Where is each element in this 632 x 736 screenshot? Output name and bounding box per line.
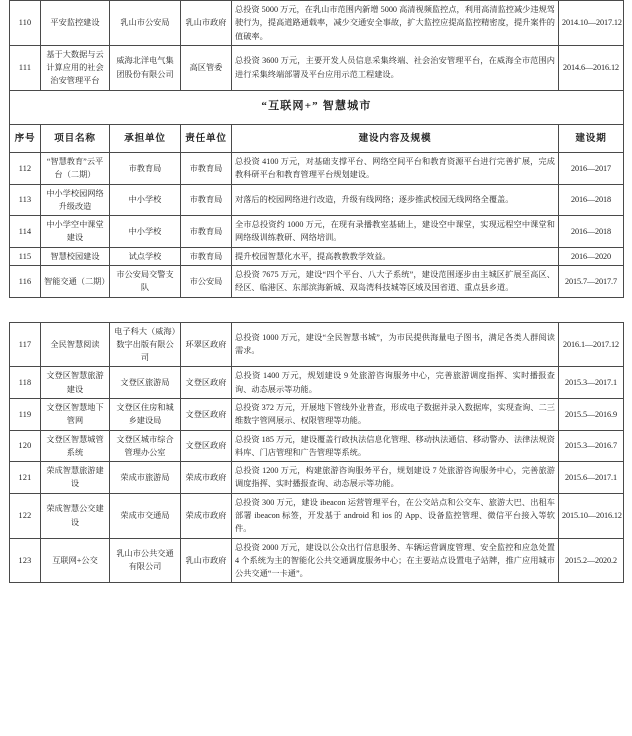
row-description: 对落后的校园网络进行改造，升级有线网络；逐步推武校园无线网络全覆盖。	[232, 184, 559, 216]
row-undertaker: 文登区城市综合管理办公室	[110, 430, 181, 462]
row-seq: 116	[10, 266, 41, 298]
row-undertaker: 威海北洋电气集团股份有限公司	[110, 45, 181, 90]
table-row	[10, 430, 624, 462]
table-row	[10, 322, 624, 367]
column-header-name: 项目名称	[41, 124, 110, 153]
projects-table-bottom	[9, 322, 624, 584]
row-description: 总投资 372 万元，开展地下管线外业普查，形成电子数据并录入数据库，实现查询、二三维数字管网展示、权限管理等功能。	[232, 398, 559, 430]
row-description: 总投资 1200 万元，构建旅游咨询服务平台，规划建设 7 处旅游咨询服务中心，完善旅游调度指挥、实时播报查询、动态展示等功能。	[232, 462, 559, 494]
table-row	[10, 184, 624, 216]
row-description: 总投资 2000 万元，建设以公众出行信息服务、车辆运营调度管理、安全监控和应急处置 4 个系统为主的智能化公共交通调度服务中心；在主要站点设置电子站牌，推广应用城市公共交通“一卡通”。	[232, 538, 559, 583]
row-undertaker: 荣成市交通局	[110, 493, 181, 538]
row-period: 2016—2018	[559, 184, 624, 216]
row-project-name: 中小学空中课堂建设	[41, 216, 110, 248]
row-responsible: 荣成市政府	[181, 493, 232, 538]
table-row	[10, 247, 624, 265]
row-seq: 120	[10, 430, 41, 462]
row-undertaker: 乳山市公安局	[110, 1, 181, 46]
row-project-name: 全民智慧阅读	[41, 322, 110, 367]
table-row	[10, 266, 624, 298]
row-project-name: 基于大数据与云计算应用的社会治安管理平台	[41, 45, 110, 90]
row-undertaker: 文登区住房和城乡建设局	[110, 398, 181, 430]
row-period: 2015.7—2017.7	[559, 266, 624, 298]
column-header-description: 建设内容及规模	[232, 124, 559, 153]
row-responsible: 市公安局	[181, 266, 232, 298]
table-header-row	[10, 124, 624, 153]
row-project-name: 智慧校园建设	[41, 247, 110, 265]
row-project-name: 平安监控建设	[41, 1, 110, 46]
page-break-gap	[9, 298, 623, 322]
table-row	[10, 398, 624, 430]
row-responsible: 市教育局	[181, 153, 232, 185]
row-project-name: 智能交通（二期）	[41, 266, 110, 298]
projects-table-top	[9, 0, 624, 298]
row-period: 2015.6—2017.1	[559, 462, 624, 494]
table-row	[10, 367, 624, 399]
row-description: 总投资 1400 万元，规划建设 9 处旅游咨询服务中心，完善旅游调度指挥、实时播报查询、动态展示等功能。	[232, 367, 559, 399]
row-responsible: 环翠区政府	[181, 322, 232, 367]
row-undertaker: 中小学校	[110, 184, 181, 216]
row-period: 2015.5—2016.9	[559, 398, 624, 430]
column-header-undertaker: 承担单位	[110, 124, 181, 153]
row-responsible: 市教育局	[181, 216, 232, 248]
row-seq: 112	[10, 153, 41, 185]
row-description: 总投资 185 万元，建设覆盖行政执法信息化管理、移动执法通信、移动警办、法律法规资料库、门店管理和广告管理等系统。	[232, 430, 559, 462]
row-description: 总投资 1000 万元，建设“全民智慧书城”，为市民提供海量电子图书，满足各类人群阅读需求。	[232, 322, 559, 367]
row-period: 2015.10—2016.12	[559, 493, 624, 538]
row-seq: 113	[10, 184, 41, 216]
row-seq: 119	[10, 398, 41, 430]
row-responsible: 荣成市政府	[181, 462, 232, 494]
row-project-name: 荣成智慧公交建设	[41, 493, 110, 538]
row-undertaker: 试点学校	[110, 247, 181, 265]
row-seq: 110	[10, 1, 41, 46]
row-period: 2015.3—2016.7	[559, 430, 624, 462]
table-row	[10, 538, 624, 583]
row-responsible: 市教育局	[181, 184, 232, 216]
row-period: 2016—2020	[559, 247, 624, 265]
row-period: 2016—2018	[559, 216, 624, 248]
row-undertaker: 乳山市公共交通有限公司	[110, 538, 181, 583]
table-row	[10, 153, 624, 185]
row-undertaker: 荣成市旅游局	[110, 462, 181, 494]
row-responsible: 文登区政府	[181, 430, 232, 462]
table-row	[10, 1, 624, 46]
row-description: 全市总投资约 1000 万元，在现有录播教室基础上，建设空中课堂，实现远程空中课堂和网络级训练教研、网络培训。	[232, 216, 559, 248]
table-row	[10, 493, 624, 538]
row-period: 2016—2017	[559, 153, 624, 185]
row-project-name: 文登区智慧地下管网	[41, 398, 110, 430]
row-project-name: 中小学校园网络升级改造	[41, 184, 110, 216]
row-description: 总投资 300 万元，建设 ibeacon 运营管理平台，在公交站点和公交车、旅游大巴、出租车部署 ibeacon 标签，开发基于 android 和 ios 的 App、设备监控管理、微信平台接入等软件。	[232, 493, 559, 538]
row-seq: 122	[10, 493, 41, 538]
row-seq: 117	[10, 322, 41, 367]
section-title-row	[10, 90, 624, 124]
row-responsible: 市教育局	[181, 247, 232, 265]
row-period: 2014.6—2016.12	[559, 45, 624, 90]
row-seq: 121	[10, 462, 41, 494]
row-responsible: 高区管委	[181, 45, 232, 90]
row-project-name: “智慧教育”云平台（二期）	[41, 153, 110, 185]
column-header-seq: 序号	[10, 124, 41, 153]
row-project-name: 文登区智慧旅游建设	[41, 367, 110, 399]
row-period: 2015.2—2020.2	[559, 538, 624, 583]
row-responsible: 文登区政府	[181, 367, 232, 399]
row-undertaker: 文登区旅游局	[110, 367, 181, 399]
row-period: 2014.10—2017.12	[559, 1, 624, 46]
table-row	[10, 45, 624, 90]
section-title: “互联网+” 智慧城市	[10, 90, 624, 124]
row-description: 总投资 3600 万元，主要开发人员信息采集终端、社会治安管理平台，在威海全市范围内进行采集终端部署及平台应用示范工程建设。	[232, 45, 559, 90]
row-seq: 111	[10, 45, 41, 90]
row-project-name: 荣成智慧旅游建设	[41, 462, 110, 494]
row-seq: 115	[10, 247, 41, 265]
row-responsible: 乳山市政府	[181, 538, 232, 583]
row-description: 总投资 5000 万元，在乳山市范围内新增 5000 高清视频监控点，利用高清监控减少违规驾驶行为，提高道路通载率，减少交通安全事故，扩大监控应提高监控精密度，提升案件的值破率。	[232, 1, 559, 46]
row-undertaker: 电子科大（威海）数字出版有限公司	[110, 322, 181, 367]
row-undertaker: 中小学校	[110, 216, 181, 248]
row-seq: 114	[10, 216, 41, 248]
row-description: 总投资 4100 万元，对基础支撑平台、网络空间平台和教育资源平台进行完善扩展，完成教科研平台和教育管理平台规划建设。	[232, 153, 559, 185]
column-header-responsible: 责任单位	[181, 124, 232, 153]
row-description: 提升校园智慧化水平，提高教教教学效益。	[232, 247, 559, 265]
table-row	[10, 462, 624, 494]
row-project-name: 互联网+公交	[41, 538, 110, 583]
row-period: 2016.1—2017.12	[559, 322, 624, 367]
table-row	[10, 216, 624, 248]
row-project-name: 文登区智慧城管系统	[41, 430, 110, 462]
row-seq: 123	[10, 538, 41, 583]
row-undertaker: 市公安局交警支队	[110, 266, 181, 298]
row-responsible: 文登区政府	[181, 398, 232, 430]
row-responsible: 乳山市政府	[181, 1, 232, 46]
row-seq: 118	[10, 367, 41, 399]
row-description: 总投资 7675 万元，建设“四个平台、八大子系统”，建设范围逐步由主城区扩展至高区、经区、临港区、东部滨海新城、双岛湾科技城等区域及国省道、重点县乡道。	[232, 266, 559, 298]
column-header-period: 建设期	[559, 124, 624, 153]
row-undertaker: 市教育局	[110, 153, 181, 185]
row-period: 2015.3—2017.1	[559, 367, 624, 399]
